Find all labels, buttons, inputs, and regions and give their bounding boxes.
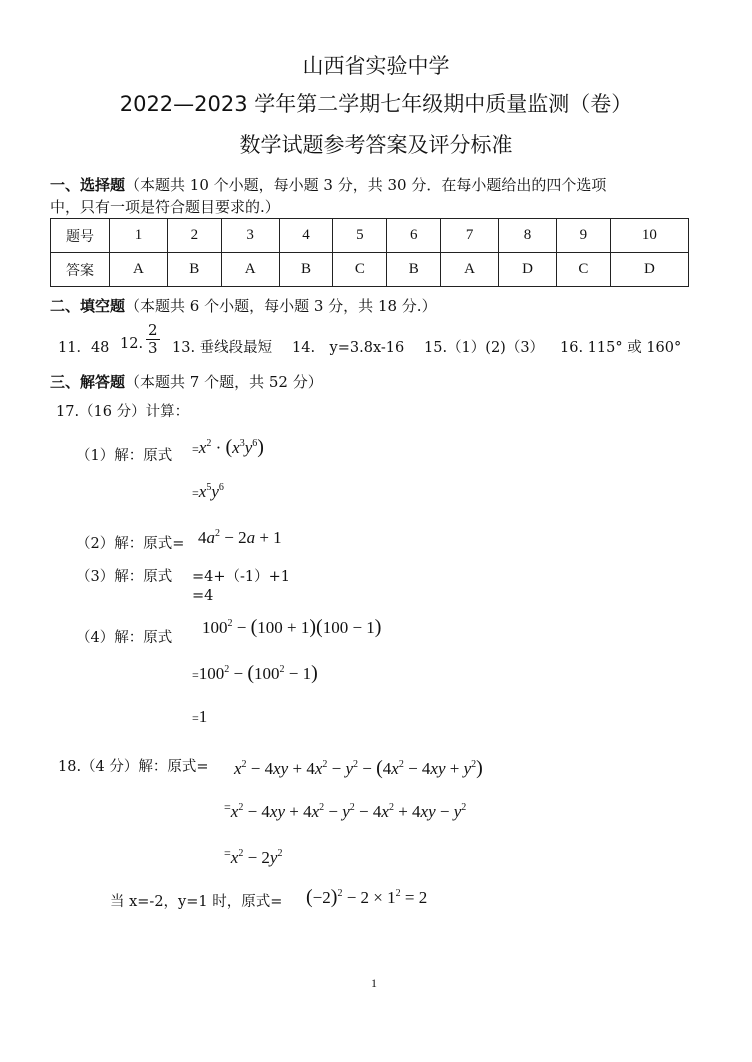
fill-answer-15: 15.（1）(2)（3） — [424, 340, 545, 356]
section1-heading: 一、选择题（本题共 10 个小题，每小题 3 分，共 30 分．在每小题给出的四个选项 — [50, 176, 607, 194]
question-number: 4 — [279, 219, 333, 253]
q17-part3-label: （3）解：原式 — [76, 569, 173, 585]
q17-part3-step2: =4 — [192, 588, 214, 604]
fill-answer-14: 14. y=3.8x-16 — [292, 340, 405, 356]
q18-step3: $^=x^2 - 2y^2$ — [224, 846, 283, 867]
q18-label: 18.（4 分）解：原式= — [58, 759, 209, 775]
answer-cell: D — [610, 253, 688, 287]
exam-title: 2022—2023 学年第二学期七年级期中质量监测（卷） — [119, 92, 633, 116]
question-number: 2 — [167, 219, 221, 253]
q18-step1: $x^2 - 4xy + 4x^2 - y^2 - (4x^2 - 4xy + y^2)$ — [234, 757, 483, 779]
q17-part3-step1: =4+（-1）+1 — [192, 569, 291, 585]
question-number: 8 — [499, 219, 557, 253]
q17-part1-label: （1）解：原式 — [76, 448, 173, 464]
q18-substitution-label: 当 x=-2，y=1 时，原式= — [110, 894, 283, 910]
q18-step2: $^=x^2 - 4xy + 4x^2 - y^2 - 4x^2 + 4xy - y^2$ — [224, 800, 467, 821]
section1-desc-line2: 中，只有一项是符合题目要求的.） — [50, 198, 280, 216]
q17-part4-label: （4）解：原式 — [76, 630, 173, 646]
answer-cell: B — [387, 253, 441, 287]
answer-cell: B — [279, 253, 333, 287]
q17-part4-step1: $100^2 - (100 + 1)(100 - 1)$ — [202, 616, 382, 638]
fill-answer-13: 13. 垂线段最短 — [172, 340, 273, 356]
page-number: 1 — [371, 976, 377, 990]
q17-part4-step3: =1 — [192, 707, 208, 726]
answer-cell: C — [333, 253, 387, 287]
fill-answer-16: 16. 115° 或 160° — [560, 340, 682, 356]
question-number: 5 — [333, 219, 387, 253]
q17-part1-step1: $=x^2 \cdot (x^3y^6)$ — [192, 436, 264, 458]
question-number: 6 — [387, 219, 441, 253]
answer-key-title: 数学试题参考答案及评分标准 — [239, 133, 513, 157]
choice-answer-table — [50, 218, 689, 287]
question-number: 3 — [221, 219, 279, 253]
table-row-questions — [51, 219, 689, 253]
answer-cell: A — [441, 253, 499, 287]
answer-cell: A — [221, 253, 279, 287]
q17-part2-label: （2）解：原式= — [76, 536, 185, 552]
question-number: 7 — [441, 219, 499, 253]
q17-part1-step2: $=x^5y^6$ — [192, 482, 224, 501]
answer-cell: B — [167, 253, 221, 287]
fill-answer-12-fraction: $\frac{2}{3}$ — [148, 321, 158, 357]
table-row-answers — [51, 253, 689, 287]
school-title: 山西省实验中学 — [302, 54, 450, 78]
section2-heading: 二、填空题（本题共 6 个小题，每小题 3 分，共 18 分.） — [50, 297, 437, 315]
q17-title: 17.（16 分）计算： — [56, 404, 190, 420]
question-number: 10 — [610, 219, 688, 253]
q17-part2-result: $4a^2 - 2a + 1$ — [198, 528, 282, 547]
answer-cell: D — [499, 253, 557, 287]
row-label-question: 题号 — [51, 219, 110, 253]
q17-part4-step2: $=100^2 - (100^2 - 1)$ — [192, 662, 318, 684]
row-label-answer: 答案 — [51, 253, 110, 287]
answer-cell: C — [556, 253, 610, 287]
q18-substitution-result: $(-2)^2 - 2 \times 1^2 = 2$ — [306, 886, 428, 908]
section3-heading: 三、解答题（本题共 7 个题，共 52 分） — [50, 373, 323, 391]
question-number: 1 — [110, 219, 168, 253]
question-number: 9 — [556, 219, 610, 253]
fill-answer-12-label: 12. — [120, 336, 144, 352]
fill-answer-11: 11．48 — [58, 340, 110, 356]
answer-cell: A — [110, 253, 168, 287]
